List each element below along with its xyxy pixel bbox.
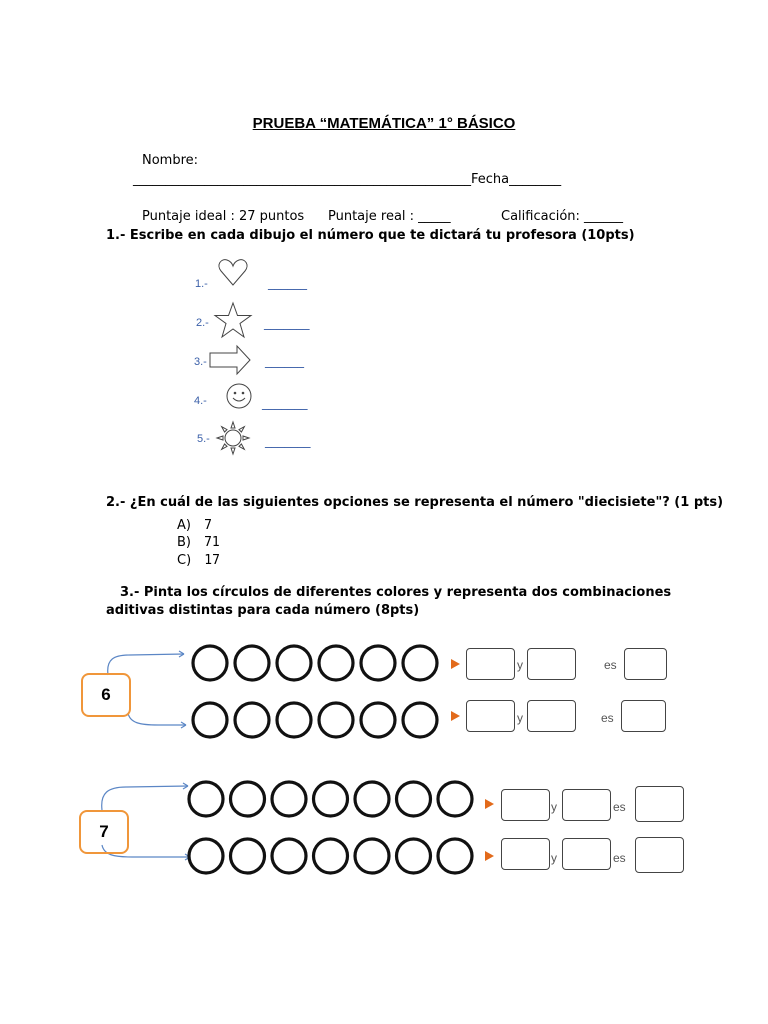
circle[interactable]	[277, 703, 311, 737]
circle[interactable]	[397, 782, 431, 816]
item-1-blank[interactable]: ______	[268, 276, 307, 291]
circle[interactable]	[272, 782, 306, 816]
circle[interactable]	[355, 839, 389, 873]
option-c[interactable]	[177, 549, 220, 568]
answer-box-6a-1[interactable]	[466, 648, 515, 680]
circle[interactable]	[235, 646, 269, 680]
question-2: 2.- ¿En cuál de las siguientes opciones se representa el número "diecisiete"? (1 pts)	[106, 495, 724, 510]
question-3-line-2: aditivas distintas para cada número (8pts)	[106, 603, 420, 618]
y-label: y	[551, 800, 557, 814]
option-a-value: 7	[204, 518, 212, 533]
option-b-letter: B)	[177, 535, 191, 550]
puntaje-ideal: Puntaje ideal : 27 puntos	[142, 209, 305, 224]
item-2-label: 2.-	[196, 317, 209, 329]
question-1: 1.- Escribe en cada dibujo el número que te dictará tu profesora (10pts)	[106, 228, 635, 243]
circle[interactable]	[272, 839, 306, 873]
answer-box-6b-1[interactable]	[466, 700, 515, 732]
circle[interactable]	[189, 782, 223, 816]
answer-box-6a-2[interactable]	[527, 648, 576, 680]
circle[interactable]	[235, 703, 269, 737]
answer-box-6b-result[interactable]	[621, 700, 666, 732]
option-b-value: 71	[204, 535, 220, 550]
item-3-blank[interactable]: ______	[265, 354, 304, 369]
circle[interactable]	[231, 839, 265, 873]
marker-icon	[485, 851, 494, 861]
option-c-letter: C)	[177, 553, 192, 568]
marker-icon	[451, 711, 460, 721]
circle[interactable]	[189, 839, 223, 873]
sun-icon	[216, 421, 250, 455]
page-title: PRUEBA “MATEMÁTICA” 1° BÁSICO	[252, 115, 516, 132]
option-a-letter: A)	[177, 518, 191, 533]
circle[interactable]	[438, 839, 472, 873]
option-c-value: 17	[204, 553, 220, 568]
circle-row-6a[interactable]	[190, 643, 442, 685]
circle[interactable]	[277, 646, 311, 680]
heart-icon	[218, 258, 248, 286]
name-line[interactable]	[133, 172, 561, 187]
circle-row-7a[interactable]	[186, 779, 476, 821]
item-5-blank[interactable]: _______	[265, 434, 311, 449]
circle[interactable]	[193, 703, 227, 737]
question-3-line-1: 3.- Pinta los círculos de diferentes colores y representa dos combinaciones	[120, 585, 672, 600]
circle-row-6b[interactable]	[190, 700, 442, 742]
item-5-label: 5.-	[197, 433, 210, 445]
es-label: es	[601, 711, 614, 725]
circle[interactable]	[231, 782, 265, 816]
marker-icon	[451, 659, 460, 669]
marker-icon	[485, 799, 494, 809]
circle[interactable]	[397, 839, 431, 873]
circle[interactable]	[403, 703, 437, 737]
circle[interactable]	[314, 782, 348, 816]
y-label: y	[551, 851, 557, 865]
circle[interactable]	[355, 782, 389, 816]
answer-box-7b-1[interactable]	[501, 838, 550, 870]
circle[interactable]	[438, 782, 472, 816]
item-3-label: 3.-	[194, 356, 207, 368]
calificacion: Calificación: ______	[501, 209, 624, 224]
answer-box-6a-result[interactable]	[624, 648, 667, 680]
circle[interactable]	[361, 646, 395, 680]
circle[interactable]	[403, 646, 437, 680]
answer-box-7b-2[interactable]	[562, 838, 611, 870]
es-label: es	[604, 658, 617, 672]
smiley-icon	[226, 383, 252, 409]
circle-row-7b[interactable]	[186, 836, 476, 878]
answer-box-7a-result[interactable]	[635, 786, 684, 822]
arrow-icon	[209, 345, 251, 375]
circle[interactable]	[314, 839, 348, 873]
fecha-label: Fecha________	[471, 172, 562, 187]
circle[interactable]	[361, 703, 395, 737]
es-label: es	[613, 851, 626, 865]
item-4-label: 4.-	[194, 395, 207, 407]
es-label: es	[613, 800, 626, 814]
answer-box-7a-1[interactable]	[501, 789, 550, 821]
answer-box-7a-2[interactable]	[562, 789, 611, 821]
circle[interactable]	[319, 646, 353, 680]
item-4-blank[interactable]: _______	[262, 396, 308, 411]
number-box-6: 6	[81, 673, 131, 717]
star-icon	[213, 302, 253, 338]
nombre-label: Nombre:	[142, 153, 199, 168]
y-label: y	[517, 658, 523, 672]
answer-box-6b-2[interactable]	[527, 700, 576, 732]
option-b[interactable]	[177, 531, 220, 550]
circle[interactable]	[193, 646, 227, 680]
answer-box-7b-result[interactable]	[635, 837, 684, 873]
circle[interactable]	[319, 703, 353, 737]
y-label: y	[517, 711, 523, 725]
puntaje-real: Puntaje real : _____	[328, 209, 451, 224]
item-2-blank[interactable]: _______	[264, 316, 310, 331]
number-box-7: 7	[79, 810, 129, 854]
item-1-label: 1.-	[195, 278, 208, 290]
name-blank: ____________________________________________________	[133, 172, 471, 187]
